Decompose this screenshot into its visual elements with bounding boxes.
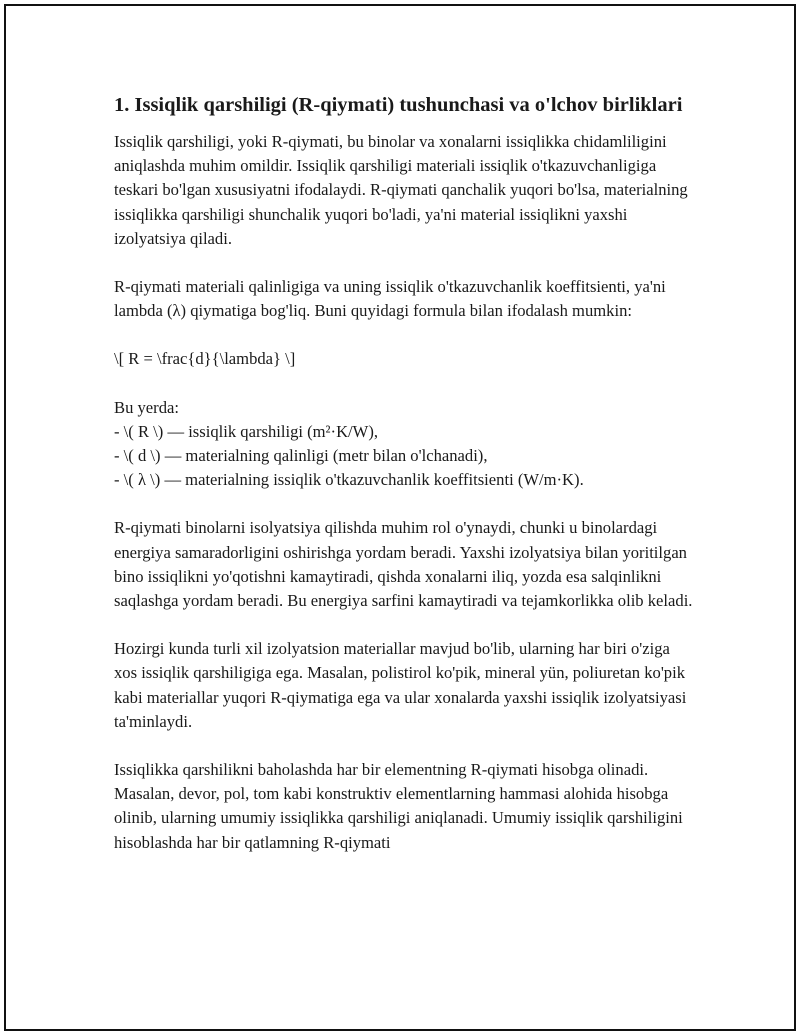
paragraph-3: R-qiymati binolarni isolyatsiya qilishda muhim rol o'ynaydi, chunki u binolardagi energiya samaradorligini oshirishga yordam beradi. Yaxshi izolyatsiya bilan yoritilgan bino issiqlikni yo'qotishni kamaytiradi, qishda xonalarni iliq, yozda esa salqinlikni saqlashga yordam beradi. Bu energiya sarfini kamaytiradi va tejamkorlikka olib keladi. (114, 518, 693, 611)
definition-item: - \( R \) — issiqlik qarshiligi (m²·K/W), (114, 421, 378, 441)
section-title: 1. Issiqlik qarshiligi (R-qiymati) tushunchasi va o'lchov birliklari (114, 94, 683, 116)
document-body (114, 92, 694, 879)
definitions-block (114, 396, 694, 493)
paragraph-2: R-qiymati materiali qalinligiga va uning issiqlik o'tkazuvchanlik koeffitsienti, ya'ni lambda (λ) qiymatiga bog'liq. Buni quyidagi formula bilan ifodalash mumkin: (114, 277, 666, 321)
paragraph-5: Issiqlikka qarshilikni baholashda har bir elementning R-qiymati hisobga olinadi. Masalan, devor, pol, tom kabi konstruktiv elementlarning hammasi alohida hisobga olinib, ularning umumiy issiqlikka qarshiligi aniqlanadi. Umumiy issiqlik qarshiligini hisoblashda har bir qatlamning R-qiymati (114, 760, 683, 852)
paragraph-1: Issiqlik qarshiligi, yoki R-qiymati, bu binolar va xonalarni issiqlikka chidamliligini aniqlashda muhim omildir. Issiqlik qarshiligi materiali issiqlik o'tkazuvchanligiga teskari bo'lgan xususiyatni ifodalaydi. R-qiymati qanchalik yuqori bo'lsa, materialning issiqlikka qarshiligi shunchalik yuqori bo'ladi, ya'ni material issiqlikni yaxshi izolyatsiya qiladi. (114, 132, 688, 248)
formula: \[ R = \frac{d}{\lambda} \] (114, 349, 296, 369)
paragraph-4: Hozirgi kunda turli xil izolyatsion materiallar mavjud bo'lib, ularning har biri o'ziga xos issiqlik qarshiligiga ega. Masalan, polistirol ko'pik, mineral yün, poliuretan ko'pik kabi materiallar yuqori R-qiymatiga ega va ular xonalarda yaxshi issiqlik izolyatsiyasi ta'minlaydi. (114, 639, 687, 731)
definition-item: - \( d \) — materialning qalinligi (metr bilan o'lchanadi), (114, 446, 488, 466)
definitions-intro: Bu yerda: (114, 397, 179, 417)
definition-item: - \( λ \) — materialning issiqlik o'tkazuvchanlik koeffitsienti (W/m·K). (114, 470, 584, 490)
